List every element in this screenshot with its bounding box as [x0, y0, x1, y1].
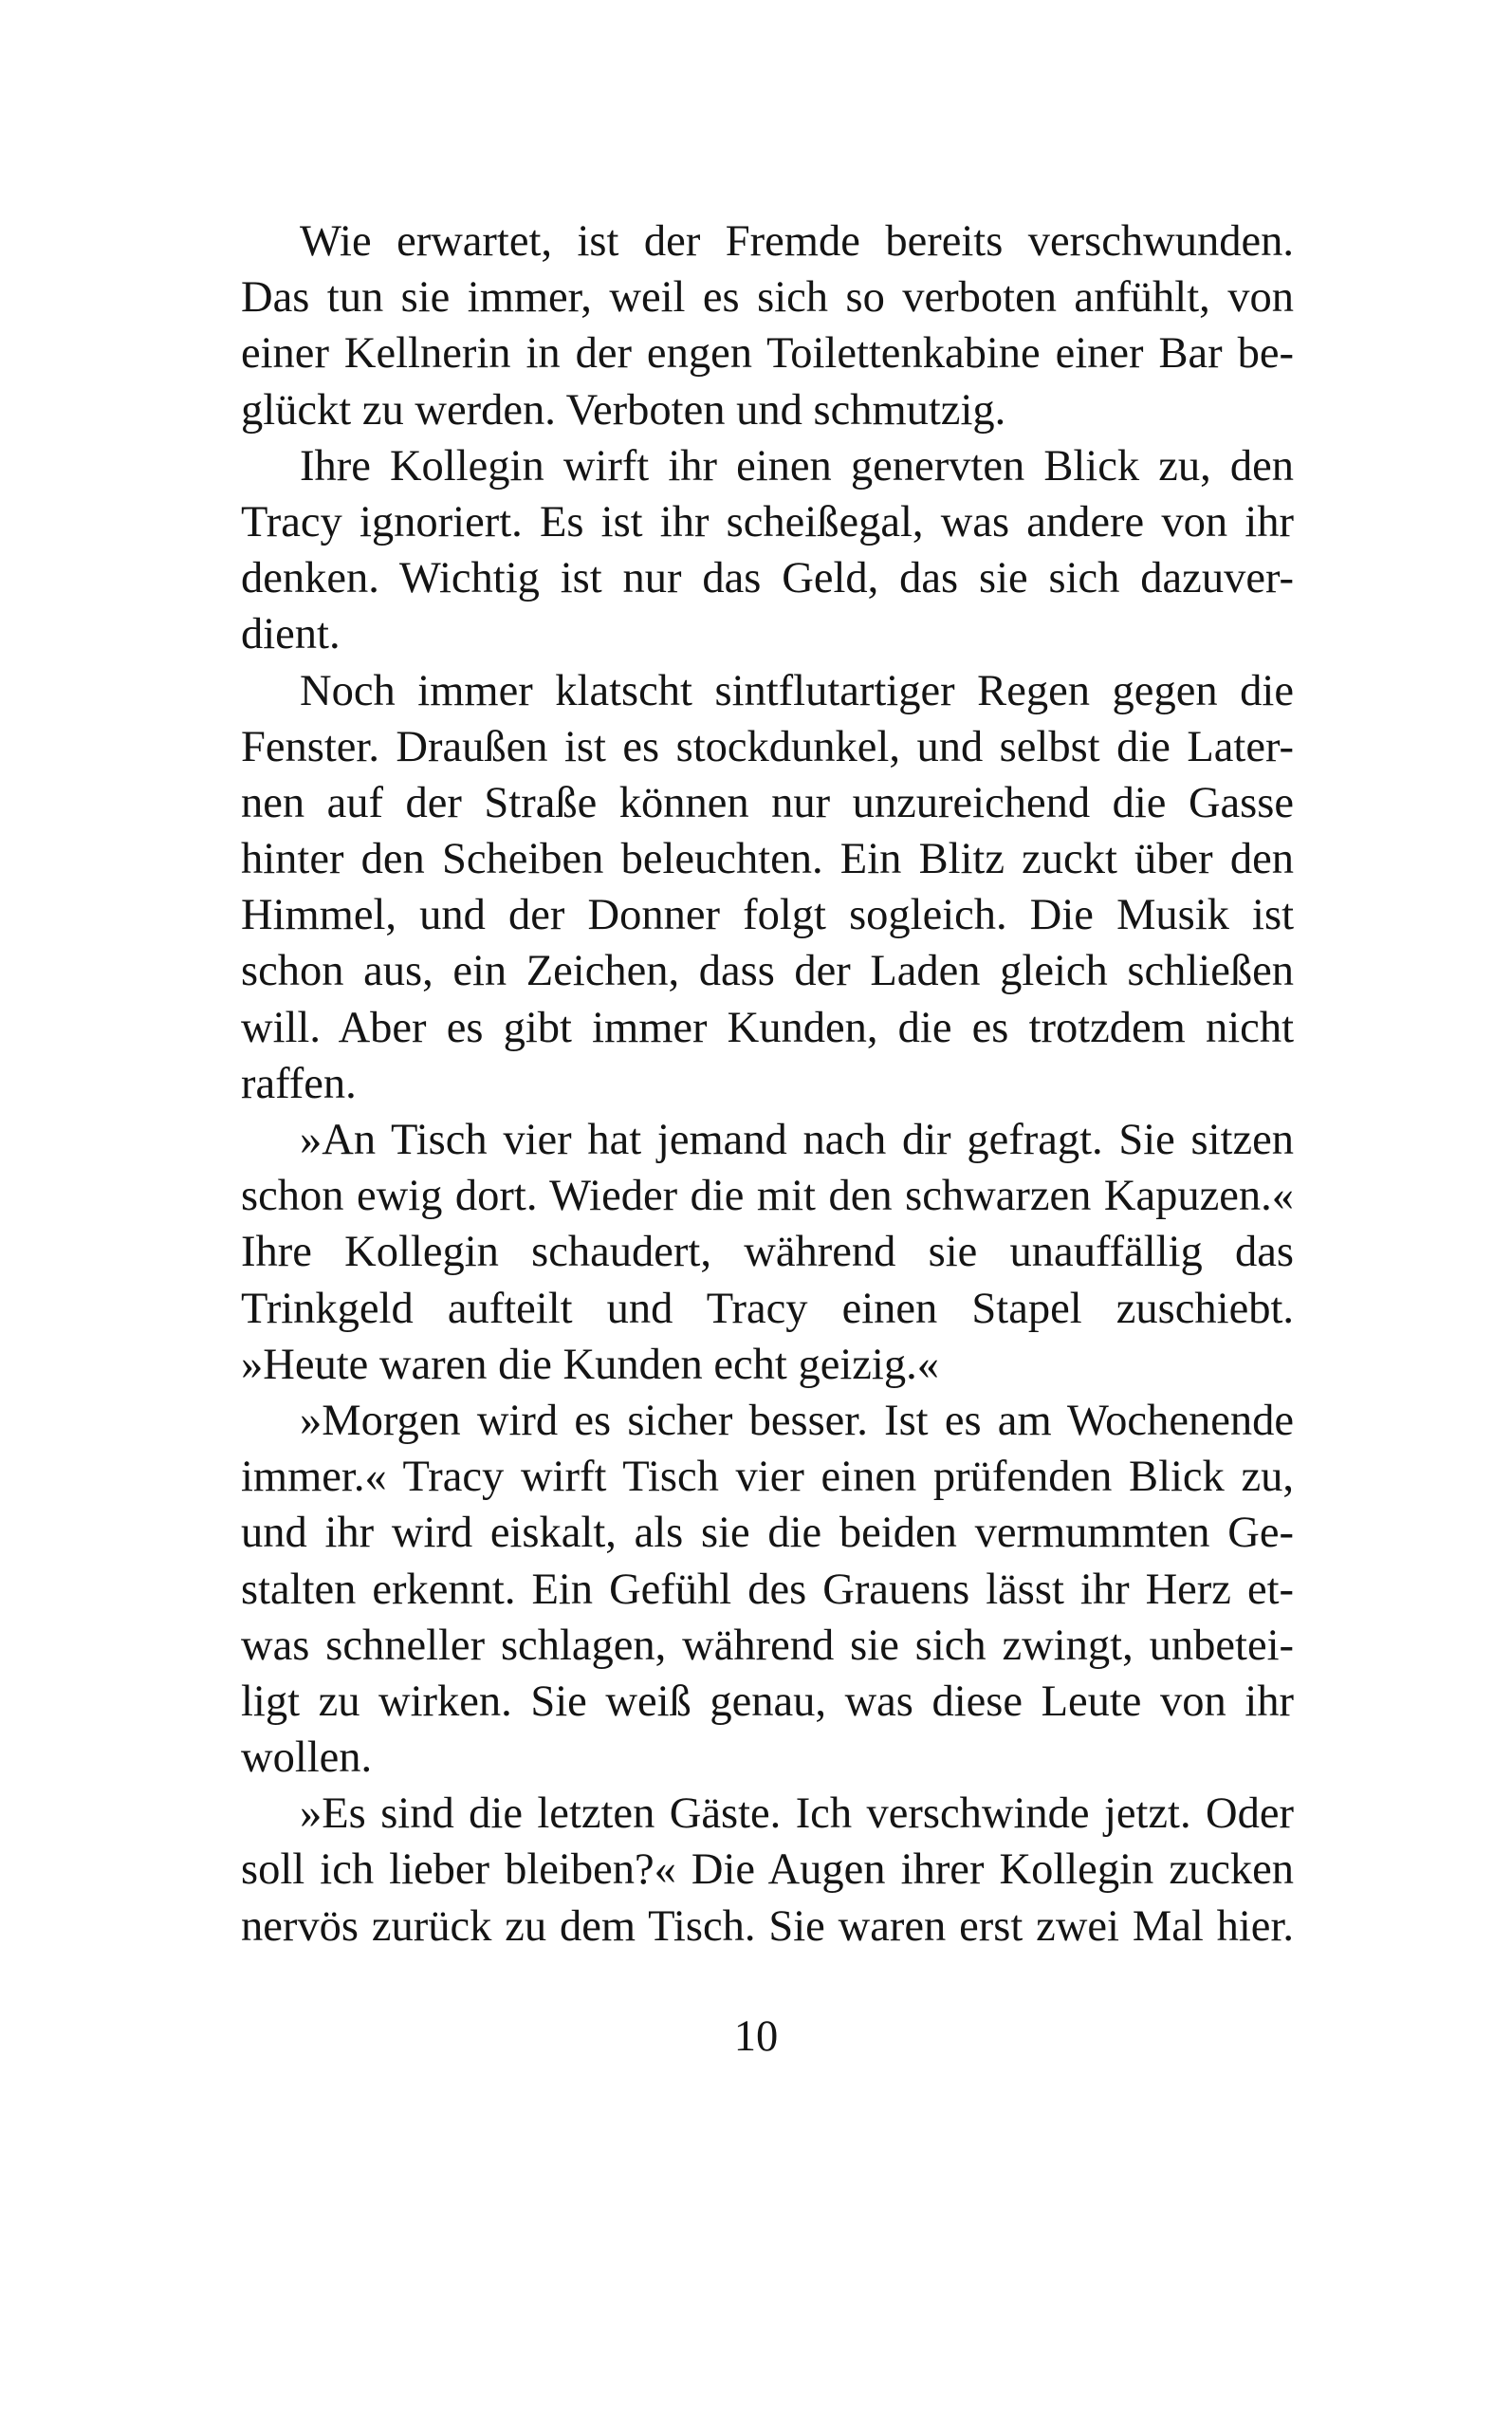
- text-line: Ihre Kollegin schaudert, während sie unauffällig das: [241, 1228, 1294, 1277]
- text-line: stalten erkennt. Ein Gefühl des Grauens lässt ihr Herz et-: [241, 1565, 1294, 1614]
- paragraph: [241, 213, 1294, 438]
- text-line: denken. Wichtig ist nur das Geld, das sie sich dazuver-: [241, 554, 1294, 603]
- paragraph: [241, 1786, 1294, 1955]
- text-line: raffen.: [241, 1059, 357, 1108]
- text-line: hinter den Scheiben beleuchten. Ein Blitz zuckt über den: [241, 835, 1294, 884]
- text-line: soll ich lieber bleiben?« Die Augen ihrer Kollegin zucken: [241, 1845, 1294, 1895]
- paragraph: [241, 438, 1294, 663]
- text-line: glückt zu werden. Verboten und schmutzig.: [241, 385, 1006, 435]
- paragraph: [241, 663, 1294, 1113]
- text-line: »Heute waren die Kunden echt geizig.«: [241, 1340, 939, 1389]
- text-line: und ihr wird eiskalt, als sie die beiden vermummten Ge-: [241, 1509, 1294, 1558]
- text-line: Tracy ignoriert. Es ist ihr scheißegal, was andere von ihr: [241, 497, 1294, 547]
- text-line: Fenster. Draußen ist es stockdunkel, und selbst die Later-: [241, 722, 1294, 771]
- page-number: 10: [733, 2012, 779, 2061]
- text-line: nervös zurück zu dem Tisch. Sie waren erst zwei Mal hier.: [241, 1901, 1294, 1951]
- text-line: Himmel, und der Donner folgt sogleich. Die Musik ist: [241, 891, 1294, 940]
- text-line: schon aus, ein Zeichen, dass der Laden gleich schließen: [241, 947, 1294, 996]
- text-line: Noch immer klatscht sintflutartiger Regen gegen die: [300, 666, 1294, 715]
- text-line: wollen.: [241, 1733, 373, 1783]
- text-line: Das tun sie immer, weil es sich so verboten anfühlt, von: [241, 273, 1294, 323]
- text-line: einer Kellnerin in der engen Toilettenkabine einer Bar be-: [241, 329, 1294, 379]
- text-line: »Morgen wird es sicher besser. Ist es am Wochenende: [300, 1396, 1294, 1445]
- text-line: dient.: [241, 610, 341, 659]
- text-line: schon ewig dort. Wieder die mit den schwarzen Kapuzen.«: [241, 1172, 1294, 1221]
- text-line: nen auf der Straße können nur unzureichend die Gasse: [241, 778, 1294, 827]
- paragraph: [241, 1112, 1294, 1393]
- body-text: [241, 213, 1294, 1955]
- text-line: immer.« Tracy wirft Tisch vier einen prüfenden Blick zu,: [241, 1453, 1294, 1502]
- text-line: ligt zu wirken. Sie weiß genau, was diese Leute von ihr: [241, 1677, 1294, 1726]
- text-line: »An Tisch vier hat jemand nach dir gefragt. Sie sitzen: [300, 1116, 1294, 1164]
- text-line: will. Aber es gibt immer Kunden, die es trotzdem nicht: [241, 1003, 1294, 1052]
- text-line: Wie erwartet, ist der Fremde bereits verschwunden.: [300, 217, 1294, 266]
- text-line: Ihre Kollegin wirft ihr einen genervten Blick zu, den: [300, 441, 1294, 491]
- text-line: »Es sind die letzten Gäste. Ich verschwinde jetzt. Oder: [300, 1789, 1294, 1839]
- text-line: Trinkgeld aufteilt und Tracy einen Stapel zuschiebt.: [241, 1284, 1294, 1333]
- text-line: was schneller schlagen, während sie sich zwingt, unbetei-: [241, 1621, 1294, 1670]
- paragraph: [241, 1393, 1294, 1786]
